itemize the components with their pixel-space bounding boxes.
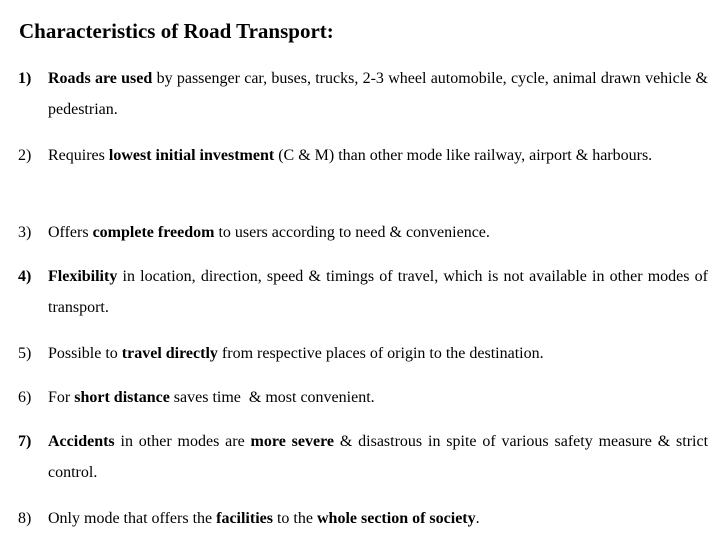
- item-bold-text: facilities: [216, 510, 273, 527]
- item-plain-text: For: [48, 389, 75, 406]
- item-bold-text: short distance: [74, 389, 170, 406]
- item-text: [48, 147, 652, 164]
- item-plain-text: from respective places of origin to the destination.: [217, 345, 544, 362]
- item-text: [48, 510, 480, 527]
- item-plain-text: Possible to: [48, 345, 122, 362]
- list-item: [18, 261, 708, 323]
- item-number: 4): [18, 268, 32, 285]
- item-plain-text: .: [475, 510, 480, 527]
- item-plain-text: Requires: [48, 147, 109, 164]
- item-plain-text: to users according to need & convenience.: [214, 224, 490, 241]
- item-text: [48, 433, 708, 481]
- list-item: [18, 63, 708, 125]
- item-text: [48, 345, 544, 362]
- item-bold-text: lowest initial investment: [108, 147, 275, 164]
- item-plain-text: in other modes are: [114, 433, 251, 450]
- item-plain-text: by passenger car, buses, trucks, 2-3 wheel automobile, cycle, animal drawn vehicle & pedestrian.: [48, 70, 708, 118]
- item-bold-text: Accidents: [48, 433, 115, 450]
- item-bold-text: travel directly: [121, 345, 218, 362]
- item-plain-text: & disastrous in spite of various safety measure & strict control.: [48, 433, 709, 481]
- list-item: [18, 217, 708, 248]
- item-number: 8): [18, 510, 32, 527]
- item-plain-text: Offers: [48, 224, 93, 241]
- item-number: 7): [18, 433, 32, 450]
- item-bold-text: whole section of society: [316, 510, 476, 527]
- item-bold-text: Roads are used: [48, 70, 153, 87]
- item-number: 3): [18, 224, 32, 241]
- item-bold-text: complete freedom: [92, 224, 215, 241]
- list-item: [18, 426, 709, 488]
- item-plain-text: Only mode that offers the: [48, 510, 217, 527]
- list-item: [18, 140, 708, 171]
- item-number: 2): [18, 147, 32, 164]
- page-title: Characteristics of Road Transport:: [19, 19, 334, 43]
- item-bold-text: more severe: [250, 433, 334, 450]
- item-plain-text: (C & M) than other mode like railway, airport & harbours.: [274, 147, 653, 164]
- item-number: 5): [18, 345, 32, 362]
- item-plain-text: saves time & most convenient.: [169, 389, 375, 406]
- item-bold-text: Flexibility: [48, 268, 118, 285]
- list-item: [18, 382, 708, 413]
- item-plain-text: to the: [272, 510, 317, 527]
- item-plain-text: in location, direction, speed & timings of travel, which is not available in other modes of transport.: [48, 268, 708, 316]
- item-text: [48, 224, 490, 241]
- item-number: 6): [18, 389, 32, 406]
- list-item: [18, 503, 708, 534]
- item-text: [48, 70, 708, 118]
- item-text: [48, 268, 708, 316]
- item-text: [48, 389, 375, 406]
- item-number: 1): [18, 70, 32, 87]
- list-item: [18, 338, 708, 369]
